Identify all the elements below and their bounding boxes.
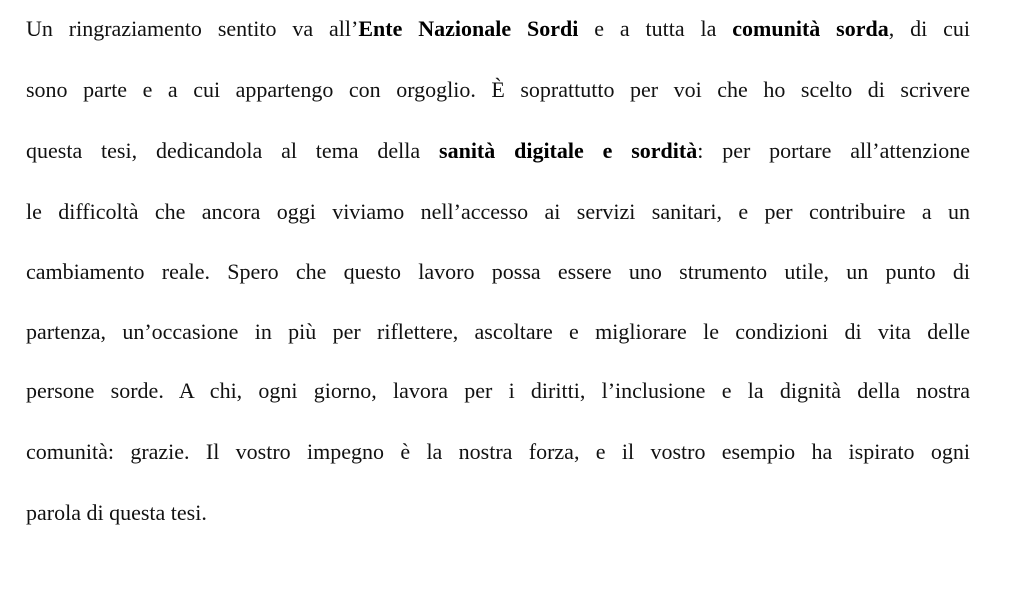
paragraph-line <box>26 258 970 286</box>
paragraph-line <box>26 438 970 466</box>
text-run: sono parte e a cui appartengo con orgoglio. È soprattutto per voi che ho scelto di scrivere <box>26 77 970 102</box>
text-run: parola di questa tesi. <box>26 500 207 525</box>
text-run: comunità: grazie. Il vostro impegno è la nostra forza, e il vostro esempio ha ispirato ogni <box>26 439 970 464</box>
paragraph-line <box>26 198 970 226</box>
text-run: : per portare all’attenzione <box>697 138 970 163</box>
text-run: cambiamento reale. Spero che questo lavoro possa essere uno strumento utile, un punto di <box>26 259 970 284</box>
paragraph-line-last <box>26 499 207 527</box>
bold-text-run: Ente Nazionale Sordi <box>358 16 579 41</box>
text-run: Un ringraziamento sentito va all’ <box>26 16 359 41</box>
paragraph-line <box>26 76 970 104</box>
paragraph-line <box>26 377 970 405</box>
text-run: partenza, un’occasione in più per riflettere, ascoltare e migliorare le condizioni di vita delle <box>26 319 970 344</box>
bold-text-run: sanità digitale e sordità <box>439 138 698 163</box>
bold-text-run: comunità sorda <box>732 16 889 41</box>
text-run: le difficoltà che ancora oggi viviamo nell’accesso ai servizi sanitari, e per contribuire a un <box>26 199 970 224</box>
text-run: e a tutta la <box>578 16 733 41</box>
text-run: questa tesi, dedicandola al tema della <box>26 138 440 163</box>
paragraph-line <box>26 137 970 165</box>
paragraph-line <box>26 15 970 43</box>
text-run: persone sorde. A chi, ogni giorno, lavora per i diritti, l’inclusione e la dignità della nostra <box>26 378 970 403</box>
paragraph-line <box>26 318 970 346</box>
text-run: , di cui <box>888 16 970 41</box>
